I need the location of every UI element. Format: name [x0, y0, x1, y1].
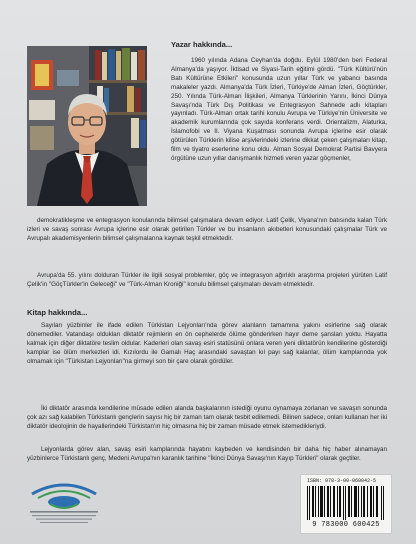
barcode-number: 9 783000 600425 — [312, 521, 380, 529]
publisher-logo — [24, 478, 104, 524]
isbn-label: ISBN: 978-3-00-060042-5 — [307, 478, 377, 484]
book-description-paragraph: İki diktatör arasında kendilerine müsade edilen alanda başkalarının istediği oyunu oynamaya zorlanan ve savaşın sonunda çok azı sağ kalabilen Türkistanlı gençlerin sayısı hiç bir zaman tam olarak tesbit edilemedi. Bilinen sadece, onları kullanan her iki diktatör ideolojinin de hayallerindeki Türkistan'ın hiç olmasına hiç bir zaman müsade etmek istemedikleriydi. — [27, 405, 387, 430]
isbn-barcode — [300, 474, 392, 534]
book-description-paragraph: Sayıları yüzbinler ile ifade edilen Türkistan Lejyonları'nda görev alanların tamamına yakını esirlerine sağ olarak dönemediler. Vatandaşı oldukları diktatör rejimlerin en ön cephelerde ölüme gönderirken hayır deme şansları yoktu. Hayatta kalmak için diğer diktatöre teslim oldular. Kaderleri olan savaş esiri statüsünü onlara veren yeni diktatörün kendilerine gösterdiği kamplar ise ölüm merkezleri idi. Kızılordu ile Gamalı Haç arasındaki savaştan kıl payı sağ kalanlar, ölüm kamplarında yok olmamak için "Türkistan Lejyonları"na girmeyi son bir çare olarak gördüler. — [27, 322, 387, 365]
book-description-paragraph: Lejyonlarda görev alan, savaş esiri kamplarında hayatını kaybeden ve kendisinden bir daha hiç haber alınamayan yüzbinlerce Türkistanlı genç, Medeni Avrupa'nın karanlık tarihine "İkinci Dünya Savaşı'nın Kayıp Türkleri" olarak geçtiler. — [27, 446, 387, 462]
barcode-bars — [307, 486, 385, 520]
author-photo — [27, 46, 147, 206]
author-bio-paragraph: demokratikleşme ve entegrasyon konularında bilimsel çalışmalara devam ediyor. Latif Çelik, Viyana'nın batısında kalan Türk izleri ve savaş sonrası Avrupa içlerine esir olarak getirilen Türkler ve bu insanların akıbetleri konusundaki çalışmalar Türk ve Avrupalı akademisyenlerin bilimsel çalışmalarına kaynak teşkil etmektedir. — [27, 217, 387, 242]
author-bio-paragraph: 1960 yılında Adana Ceyhan'da doğdu. Eylül 1980'den beri Federal Almanya'da yaşıyor. İktisad ve Siyasi-Tarih eğitimi gördü. "Türk Kültürü'nün Batı Kültürüne Etkileri" konusunda uzun yıllar Türk ve yabancı basında makaleler yazdı. Almanya'da Türk İzleri, Türkiye'de Alman İzleri, Göçtürkler, 250. Yılında Türk-Alman İlişkileri, Almanya Türklerinin Yarını, İkinci Dünya Savaşı'nda Türk Dış Politikası ve Entegrasyon Sahnede adlı kitapları yayınladı. Türk-Alman ortak tarihi konulu Avrupa ve Türkiye'nin Üniversite ve akademik kurumlarında çok sayıda konferans verdi. Orientalizm, Alaturka, İslamofobi ve II. Viyana Kuşatması sonunda Avrupa içlerine esir olarak götürülen Türklerin kilise arşivlerindeki izlerine dikkat çeken çalışmaları kitap, film ve tiyatro eserlerine konu oldu. Alman Sosyal Demokrat Partisi Bavyera örgütüne uzun yıllar danışmanlık hizmeti veren yazar göçmenler, — [171, 57, 387, 162]
book-section-heading: Kitap hakkında... — [27, 308, 88, 317]
author-bio-paragraph: Avrupa'da 55. yılını dolduran Türkler ile ilgili sosyal problemler, göç ve integrasyon ağırlıklı araştırma projeleri yürüten Latif Çelik'in "GöçTürkler'in Geleceği" ve "Türk-Alman Kroniği" konulu bilimsel çalışmaları devam etmektedir. — [27, 272, 387, 288]
author-section-heading: Yazar hakkında... — [171, 40, 233, 49]
